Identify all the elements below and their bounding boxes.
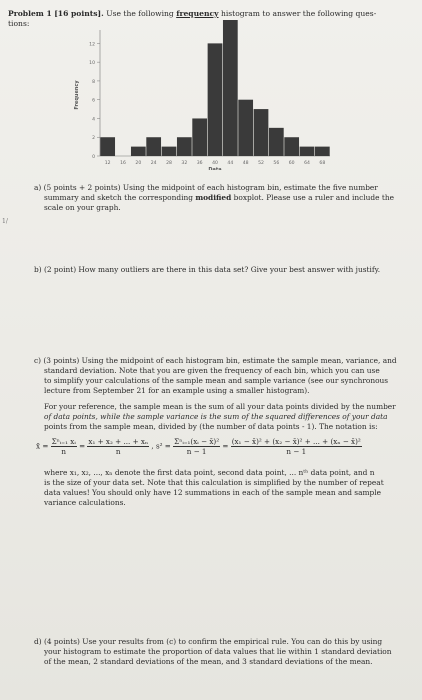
x-tick-label: 36: [196, 161, 203, 166]
x-tick-label: 16: [120, 161, 126, 166]
x-tick-label: 52: [258, 161, 264, 166]
s2-symbol: , s² =: [151, 441, 171, 451]
problem-points: [16 points].: [54, 9, 104, 18]
part-c-where1: where x₁, x₂, ..., xₙ denote the first data point, second data point, ... nᵗʰ data point, and n: [44, 468, 375, 477]
part-c-ref3: points from the sample mean, divided by (the number of data points - 1). The notation is:: [44, 422, 378, 431]
xbar-symbol: x̄ =: [36, 441, 49, 451]
part-c-line2: standard deviation. Note that you are given the frequency of each bin, which you can use: [44, 366, 380, 375]
part-c-ref2: of data points, while the sample variance is the sum of the squared differences of your data: [44, 412, 388, 421]
x-tick-label: 56: [273, 161, 280, 166]
part-a-line3: scale on your graph.: [44, 203, 121, 212]
variance-numerator: Σⁿᵢ₌₁(xᵢ − x̄)²: [174, 437, 220, 446]
variance-fraction: [173, 437, 220, 456]
histogram-bar: [315, 147, 330, 156]
x-tick-label: 40: [212, 161, 218, 166]
problem-header: [8, 9, 418, 19]
part-b-label: b): [34, 265, 42, 274]
histogram-bar: [254, 109, 269, 156]
histogram-bar: [177, 137, 192, 156]
part-a-line2: [44, 193, 414, 203]
histogram-bar: [162, 147, 177, 156]
histogram-bar: [192, 118, 207, 156]
part-c-where4: variance calculations.: [44, 498, 126, 507]
x-tick-label: 68: [319, 161, 326, 166]
part-c-line3: to simplify your calculations of the sample mean and sample variance (see our synchronous: [44, 376, 389, 385]
x-tick-label: 20: [135, 161, 142, 166]
part-c-ref1: For your reference, the sample mean is the sum of all your data points divided by the number: [44, 402, 396, 411]
expanded-numerator: (x₁ − x̄)² + (x₂ − x̄)² + ... + (xₙ − x̄)²: [231, 437, 361, 446]
x-tick-label: 12: [104, 161, 111, 166]
formula-line: [36, 437, 420, 456]
expanded-fraction: [231, 437, 362, 456]
mean-fraction: [51, 437, 77, 456]
part-c-where2: is the size of your data set. Note that this calculation is simplified by the number of repeat: [44, 478, 384, 487]
part-c-label: c): [34, 356, 42, 365]
frequency-histogram: [68, 20, 338, 170]
histogram-bar: [269, 128, 284, 156]
sum-numerator: x₁ + x₂ + ... + xₙ: [88, 437, 149, 446]
part-c: [34, 356, 414, 366]
part-a-line1: (5 points + 2 points) Using the midpoint of each histogram bin, estimate the five number: [43, 183, 378, 192]
y-tick-label: 6: [92, 98, 95, 104]
sum-fraction: [87, 437, 149, 456]
part-a: [34, 183, 414, 193]
histogram-bar: [208, 43, 223, 156]
part-c-line1: (3 points) Using the midpoint of each histogram bin, estimate the sample mean, variance, and: [43, 356, 397, 365]
intro-pre: Use the following: [106, 9, 174, 18]
histogram-bar: [131, 147, 146, 156]
histogram-bar: [238, 100, 253, 156]
part-b-text: (2 point) How many outliers are there in this data set? Give your best answer with justify.: [43, 265, 381, 274]
y-axis-title: Frequency: [74, 80, 80, 110]
y-tick-label: 0: [92, 155, 95, 160]
y-tick-label: 4: [92, 117, 95, 123]
part-d-line2: your histogram to estimate the proportion of data values that lie within 1 standard deviation: [44, 647, 392, 656]
y-tick-label: 8: [92, 79, 95, 85]
y-tick-label: 10: [89, 61, 95, 67]
part-a-line2-post: boxplot. Please use a ruler and include the: [233, 193, 394, 202]
histogram-bar: [284, 137, 299, 156]
part-c-line4: lecture from September 21 for an example using a smaller histogram).: [44, 386, 310, 395]
part-d-label: d): [34, 637, 42, 646]
x-tick-label: 32: [181, 161, 188, 166]
histogram-bar: [300, 147, 315, 156]
histogram-bar: [223, 20, 238, 156]
intro-frequency: frequency: [176, 9, 219, 18]
y-tick-label: 2: [92, 136, 95, 142]
histogram-bar: [100, 137, 115, 156]
y-tick-label: 12: [89, 42, 95, 48]
sum-denominator: n: [115, 447, 121, 456]
part-a-label: a): [34, 183, 42, 192]
part-d-line3: of the mean, 2 standard deviations of the mean, and 3 standard deviations of the mean.: [44, 657, 373, 666]
part-d: [34, 637, 414, 647]
x-tick-label: 48: [242, 161, 249, 166]
x-tick-label: 28: [166, 161, 172, 166]
equals-sign-2: =: [222, 441, 229, 451]
mean-numerator: Σⁿᵢ₌₁ xᵢ: [51, 437, 76, 446]
variance-denominator: n − 1: [186, 447, 207, 456]
x-tick-label: 44: [227, 161, 234, 166]
part-c-where3: data values! You should only have 12 summations in each of the sample mean and sample: [44, 488, 381, 497]
expanded-denominator: n − 1: [286, 447, 307, 456]
mean-denominator: n: [61, 447, 67, 456]
x-axis-title: Data: [208, 167, 222, 170]
x-tick-label: 24: [150, 161, 157, 166]
margin-mark: 1/: [2, 218, 8, 225]
x-tick-label: 64: [304, 161, 310, 166]
part-a-line2-pre: summary and sketch the corresponding: [44, 193, 193, 202]
intro-post: histogram to answer the following ques-: [220, 9, 377, 18]
histogram-bar: [146, 137, 161, 156]
part-b: [34, 265, 414, 275]
problem-label: Problem 1: [8, 9, 52, 18]
x-tick-label: 60: [288, 161, 295, 166]
part-a-modified: modified: [195, 193, 232, 202]
part-d-line1: (4 points) Use your results from (c) to confirm the empirical rule. You can do this by using: [43, 637, 383, 646]
equals-sign: =: [79, 441, 86, 451]
intro-line2: tions:: [8, 19, 30, 28]
